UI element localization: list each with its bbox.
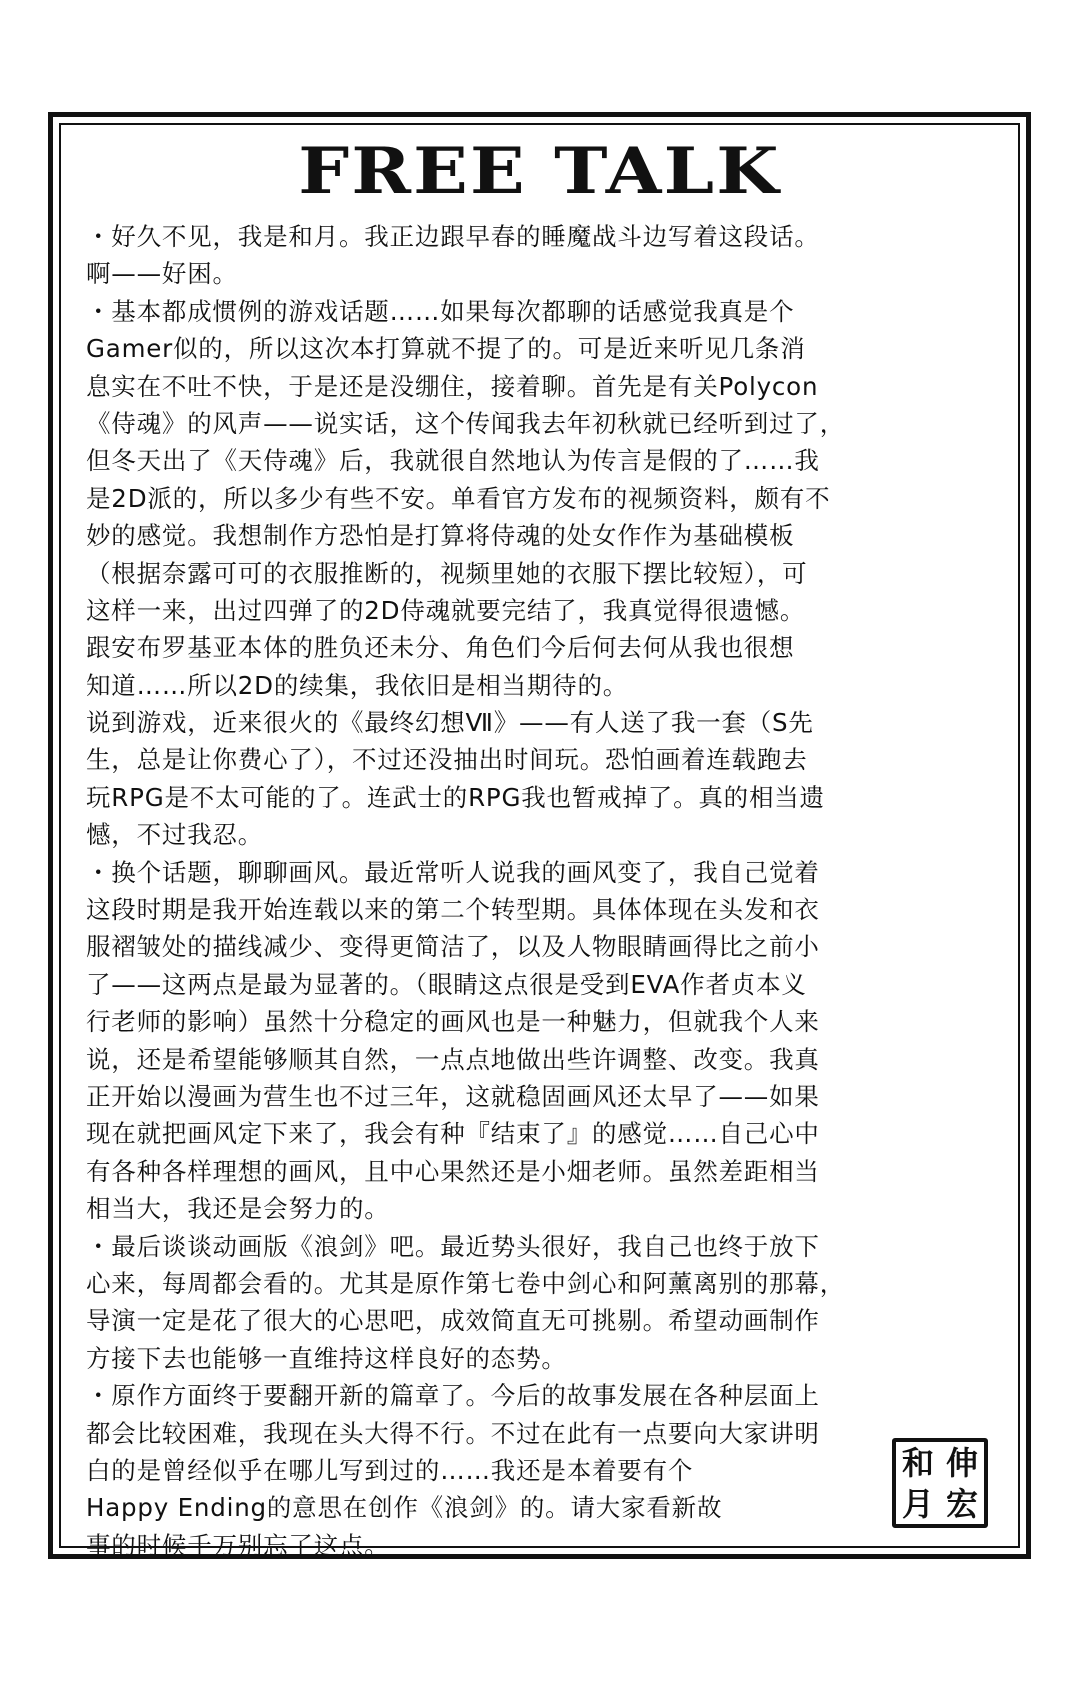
seal-char: 月 — [901, 1484, 934, 1523]
text-line: 正开始以漫画为营生也不过三年，这就稳固画风还太早了——如果 — [86, 1081, 820, 1111]
text-line: 是2D派的，所以多少有些不安。单看官方发布的视频资料，颇有不 — [86, 483, 831, 513]
text-line: 但冬天出了《天侍魂》后，我就很自然地认为传言是假的了……我 — [86, 446, 820, 476]
text-line: Gamer似的，所以这次本打算就不提了的。可是近来听见几条消 — [86, 334, 806, 364]
free-talk-body — [86, 218, 986, 1564]
text-line: 事的时候千万别忘了这点。 — [86, 1530, 390, 1560]
text-line: 说到游戏，近来很火的《最终幻想Ⅶ》——有人送了我一套（S先 — [86, 708, 814, 738]
author-seal-stamp — [892, 1438, 988, 1528]
seal-char: 和 — [901, 1443, 934, 1482]
text-line: 说，还是希望能够顺其自然，一点点地做出些许调整、改变。我真 — [86, 1044, 820, 1074]
text-line: ・最后谈谈动画版《浪剑》吧。最近势头很好，我自己也终于放下 — [86, 1231, 820, 1261]
text-line: 有各种各样理想的画风，且中心果然还是小畑老师。虽然差距相当 — [86, 1156, 820, 1186]
text-line: ・换个话题，聊聊画风。最近常听人说我的画风变了，我自己觉着 — [86, 857, 820, 887]
seal-char: 宏 — [945, 1484, 978, 1523]
text-line: 妙的感觉。我想制作方恐怕是打算将侍魂的处女作作为基础模板 — [86, 521, 795, 551]
text-line: 生，总是让你费心了），不过还没抽出时间玩。恐怕画着连载跑去 — [86, 745, 808, 775]
text-line: 啊——好困。 — [86, 259, 238, 289]
seal-char: 伸 — [945, 1443, 978, 1482]
text-line: 玩RPG是不太可能的了。连武士的RPG我也暂戒掉了。真的相当遗 — [86, 782, 825, 812]
text-line: 了——这两点是最为显著的。（眼睛这点很是受到EVA作者贞本义 — [86, 969, 807, 999]
text-line: 跟安布罗基亚本体的胜负还未分、角色们今后何去何从我也很想 — [86, 633, 795, 663]
text-line: ・基本都成惯例的游戏话题……如果每次都聊的话感觉我真是个 — [86, 296, 795, 326]
text-line: 这样一来，出过四弹了的2D侍魂就要完结了，我真觉得很遗憾。 — [86, 595, 806, 625]
text-line: 这段时期是我开始连载以来的第二个转型期。具体体现在头发和衣 — [86, 895, 820, 925]
text-line: 都会比较困难，我现在头大得不行。不过在此有一点要向大家讲明 — [86, 1418, 820, 1448]
text-line: 方接下去也能够一直维持这样良好的态势。 — [86, 1343, 567, 1373]
text-line: ・原作方面终于要翻开新的篇章了。今后的故事发展在各种层面上 — [86, 1381, 820, 1411]
text-line: 心来，每周都会看的。尤其是原作第七卷中剑心和阿薰离别的那幕， — [86, 1268, 845, 1298]
text-line: 《侍魂》的风声——说实话，这个传闻我去年初秋就已经听到过了， — [86, 408, 845, 438]
text-line: 导演一定是花了很大的心思吧，成效简直无可挑剔。希望动画制作 — [86, 1306, 820, 1336]
text-line: 服褶皱处的描线减少、变得更简洁了，以及人物眼睛画得比之前小 — [86, 932, 820, 962]
text-line: 息实在不吐不快，于是还是没绷住，接着聊。首先是有关Polycon — [86, 371, 819, 401]
page-title: FREE TALK — [298, 134, 781, 209]
text-line: （根据奈露可可的衣服推断的，视频里她的衣服下摆比较短），可 — [86, 558, 808, 588]
text-line: 相当大，我还是会努力的。 — [86, 1194, 390, 1224]
text-line: Happy Ending的意思在创作《浪剑》的。请大家看新故 — [86, 1493, 723, 1523]
text-line: 白的是曾经似乎在哪儿写到过的……我还是本着要有个 — [86, 1455, 694, 1485]
text-line: 知道……所以2D的续集，我依旧是相当期待的。 — [86, 670, 629, 700]
text-line: ・好久不见，我是和月。我正边跟早春的睡魔战斗边写着这段话。 — [86, 222, 820, 251]
text-line: 现在就把画风定下来了，我会有种『结束了』的感觉……自己心中 — [86, 1119, 820, 1149]
text-line: 行老师的影响）虽然十分稳定的画风也是一种魅力，但就我个人来 — [86, 1007, 820, 1037]
text-line: 憾，不过我忍。 — [86, 820, 264, 850]
